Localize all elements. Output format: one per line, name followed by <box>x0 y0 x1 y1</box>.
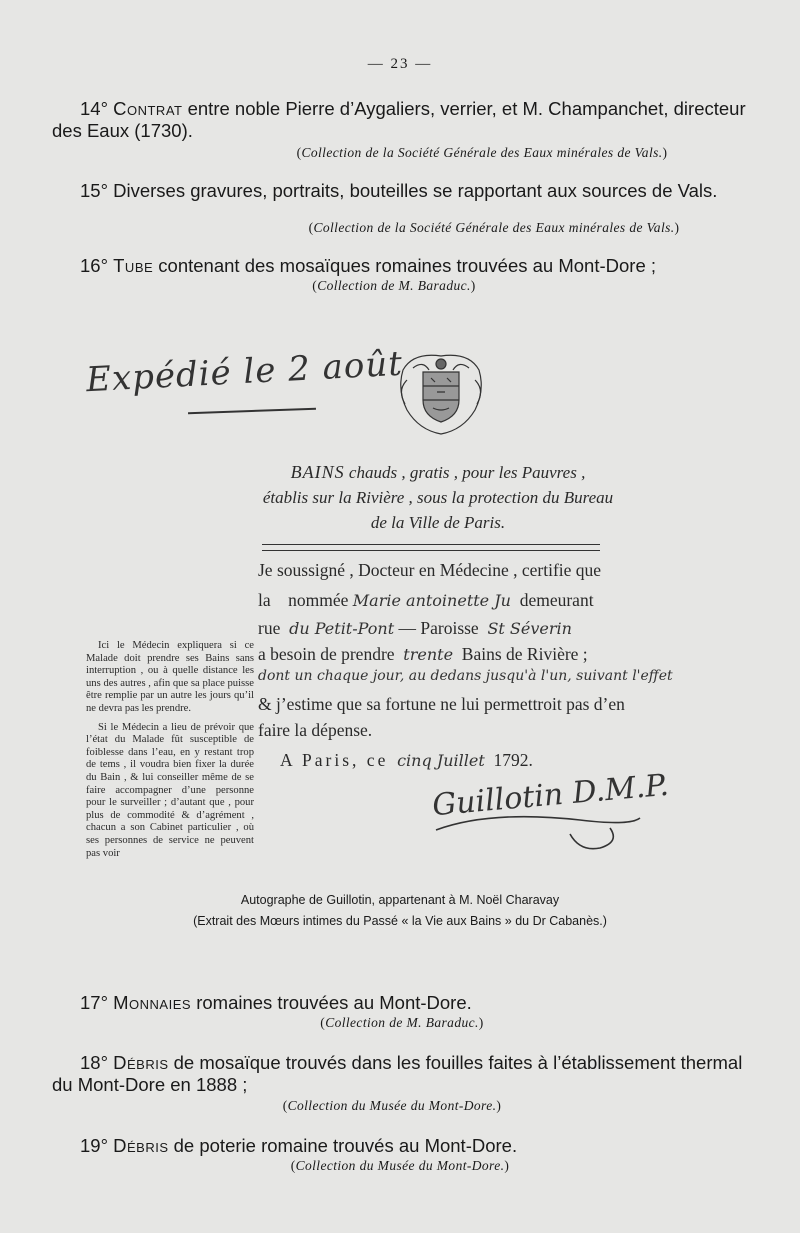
facsimile-header: BAINS chauds , gratis , pour les Pauvres , établis sur la Rivière , sous la protection du Bureau de la Ville de Paris. <box>262 462 614 532</box>
cert-line-4: a besoin de prendre trente Bains de Rivière ; <box>258 644 588 664</box>
entry-source: (Collection de M. Baraduc.) <box>312 278 476 293</box>
coat-of-arms-icon <box>393 350 489 436</box>
entry-text: entre noble Pierre d’Aygaliers, verrier, et M. Champanchet, directeur des Eaux (1730). <box>52 98 746 141</box>
entry-source: (Collection de la Société Générale des Eaux minérales de Vals.) <box>296 145 668 160</box>
handwritten-name: Marie antoinette Ju <box>352 591 511 610</box>
double-rule <box>262 544 600 551</box>
entry-14 <box>52 98 752 142</box>
entry-number: 15° <box>80 180 108 201</box>
entry-text: romaines trouvées au Mont-Dore. <box>191 992 472 1013</box>
cert-line-6: & j’estime que sa fortune ne lui permettroit pas d’en <box>258 694 625 714</box>
entry-18 <box>52 1052 752 1096</box>
side-note: Ici le Médecin expliquera si ce Malade doit prendre ses Bains sans interruption , ou à quelle distance les uns des autres , afin que sa place puisse être remplie par un autre les jours qu’il ne devra pas les prendre. Si le Médecin a lieu de prévoir que l’état du Malade fût susceptible de foiblesse dans l’eau, en y restant trop de tems , il voudra bien fixer la durée du Bain , & lui conseiller même de se faire accompagner d’une personne pour le surveiller ; d’autant que , pour plus de commodité & d’agrément , chacun a son Cabinet particulier , où ses personnes de service ne peuvent pas voir <box>86 640 254 859</box>
entry-number: 19° <box>80 1135 108 1156</box>
handwritten-count: trente <box>403 645 454 664</box>
cert-line-3: rue du Petit-Pont — Paroisse St Séverin <box>258 618 572 638</box>
entry-source: (Collection de M. Baraduc.) <box>320 1015 484 1030</box>
entry-15 <box>52 180 752 202</box>
entry-source: (Collection de la Société Générale des Eaux minérales de Vals.) <box>308 220 680 235</box>
entry-number: 17° <box>80 992 108 1013</box>
entry-keyword: Tube <box>113 255 154 276</box>
handwritten-date: cinq Juillet <box>397 751 485 770</box>
handwritten-street: du Petit-Pont <box>289 619 395 638</box>
entry-keyword: Débris <box>113 1052 169 1073</box>
entry-source: (Collection du Musée du Mont-Dore.) <box>282 1098 502 1113</box>
note-underline <box>188 408 316 414</box>
entry-text: de poterie romaine trouvés au Mont-Dore. <box>168 1135 518 1156</box>
entry-17 <box>52 992 752 1014</box>
entry-number: 18° <box>80 1052 108 1073</box>
handwritten-note: Expédié le 2 août <box>85 343 404 401</box>
cert-line-1: Je soussigné , Docteur en Médecine , certifie que <box>258 560 602 580</box>
entry-text: de mosaïque trouvés dans les fouilles faites à l’établissement thermal du Mont-Dore en 1888 ; <box>52 1052 743 1095</box>
entry-keyword: Monnaies <box>113 992 192 1013</box>
cert-line-2: la nommée Marie antoinette Ju demeurant <box>258 590 594 610</box>
entry-19 <box>52 1135 752 1157</box>
handwritten-parish: St Séverin <box>487 619 572 638</box>
entry-text: Diverses gravures, portraits, bouteilles se rapportant aux sources de Vals. <box>107 180 718 201</box>
entry-number: 16° <box>80 255 108 276</box>
signature-flourish-icon <box>430 800 670 860</box>
entry-number: 14° <box>80 98 108 119</box>
cert-line-5 <box>258 668 758 685</box>
entry-16 <box>52 255 752 277</box>
entry-source: (Collection du Musée du Mont-Dore.) <box>290 1158 510 1173</box>
entry-keyword: Débris <box>113 1135 169 1156</box>
handwritten-instructions: dont un chaque jour, au dedans jusqu'à l'un, suivant l'effet <box>258 668 673 684</box>
figure-caption: Autographe de Guillotin, appartenant à M. Noël Charavay (Extrait des Mœurs intimes du Passé « la Vie aux Bains » du Dr Cabanès.) <box>193 893 607 928</box>
entry-keyword: Contrat <box>113 98 183 119</box>
entry-text: contenant des mosaïques romaines trouvées au Mont-Dore ; <box>153 255 657 276</box>
cert-date-line: A Paris, ce cinq Juillet 1792. <box>280 750 533 770</box>
signature: Guillotin D.M.P. <box>430 767 671 824</box>
cert-line-7: faire la dépense. <box>258 720 373 740</box>
page-number: — 23 — <box>367 56 433 72</box>
